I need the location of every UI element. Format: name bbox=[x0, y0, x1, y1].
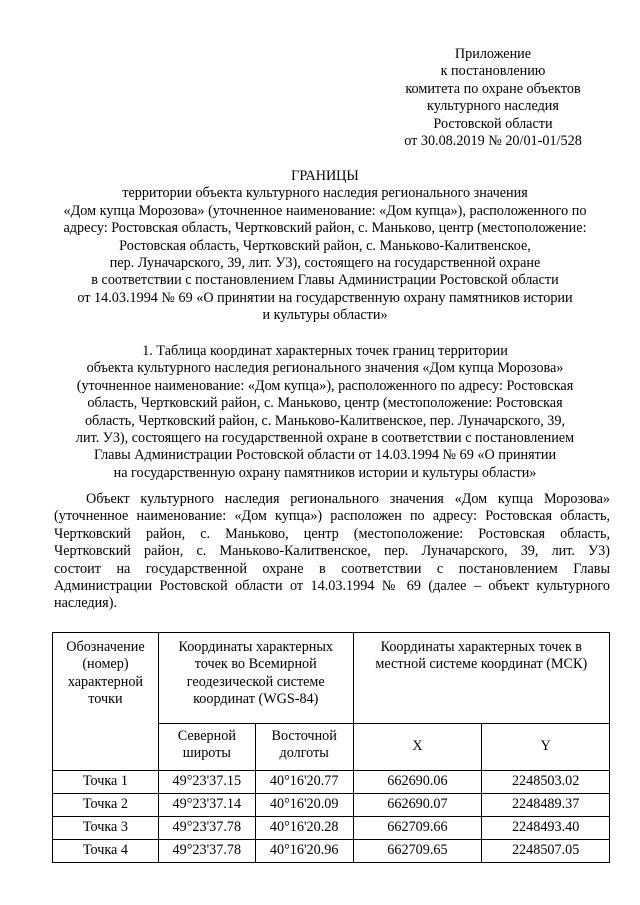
cell-y: 2248503.02 bbox=[482, 771, 610, 794]
title-line: ГРАНИЦЫ bbox=[291, 168, 359, 184]
paragraph-line: Объект культурного наследия регионального значения «Дом купца Морозова» bbox=[86, 491, 610, 507]
appendix-line: комитета по охране объектов bbox=[405, 80, 581, 97]
title-line: и культуры области» bbox=[262, 307, 388, 324]
cell-north: 49°23'37.14 bbox=[158, 794, 255, 817]
title-line: в соответствии с постановлением Главы Администрации Ростовской области bbox=[91, 272, 559, 289]
cell-north: 49°23'37.15 bbox=[158, 771, 255, 794]
paragraph-line: Чертковский район, с. Маньково-Калитвенское, пер. Луначарского, 39, лит. У3) bbox=[54, 543, 610, 560]
appendix-line: к постановлению bbox=[440, 63, 546, 80]
section-line: Главы Администрации Ростовской области от 14.03.1994 № 69 «О принятии bbox=[93, 447, 557, 464]
cell-east: 40°16'20.96 bbox=[255, 840, 353, 863]
title-line: территории объекта культурного наследия регионального значения bbox=[122, 185, 528, 202]
cell-x: 662690.06 bbox=[353, 771, 482, 794]
section-line: на государственную охрану памятников истории и культуры области» bbox=[113, 464, 537, 481]
body-paragraph bbox=[54, 491, 610, 613]
cell-x: 662690.07 bbox=[353, 794, 482, 817]
table-row bbox=[53, 794, 610, 817]
header-y: Y bbox=[482, 724, 610, 771]
paragraph-line: Чертковский район, с. Маньково, центр (местоположение: Ростовская область, bbox=[54, 525, 610, 542]
section-line: (уточненное наименование: «Дом купца»), расположенного по адресу: Ростовская bbox=[76, 377, 574, 394]
document-title bbox=[40, 168, 610, 325]
table-row bbox=[53, 817, 610, 840]
section-line: объекта культурного наследия регионального значения «Дом купца Морозова» bbox=[86, 360, 564, 377]
header-north-latitude: Северной широты bbox=[158, 724, 255, 771]
table-row bbox=[53, 840, 610, 863]
cell-point: Точка 2 bbox=[53, 794, 159, 817]
header-wgs: Координаты характерных точек во Всемирной геодезической системе координат (WGS-84) bbox=[158, 633, 353, 724]
appendix-line: культурного наследия bbox=[427, 98, 559, 115]
section-line: 1. Таблица координат характерных точек границ территории bbox=[142, 343, 508, 359]
paragraph-line: (уточненное наименование: «Дом купца») расположен по адресу: Ростовская область, bbox=[54, 508, 610, 525]
appendix-header bbox=[390, 46, 596, 150]
header-point: Обозначение (номер) характерной точки bbox=[53, 633, 159, 771]
appendix-line: Ростовской области bbox=[433, 115, 553, 132]
cell-x: 662709.66 bbox=[353, 817, 482, 840]
cell-east: 40°16'20.28 bbox=[255, 817, 353, 840]
title-line: «Дом купца Морозова» (уточненное наименование: «Дом купца»), расположенного по bbox=[63, 202, 587, 219]
section-line: лит. У3), состоящего на государственной охране в соответствии с постановлением bbox=[75, 430, 575, 447]
header-x: X bbox=[353, 724, 482, 771]
cell-point: Точка 4 bbox=[53, 840, 159, 863]
title-line: Ростовская область, Чертковский район, с. Маньково-Калитвенское, bbox=[119, 237, 531, 254]
cell-y: 2248489.37 bbox=[482, 794, 610, 817]
cell-point: Точка 1 bbox=[53, 771, 159, 794]
cell-y: 2248507.05 bbox=[482, 840, 610, 863]
paragraph-line: наследия). bbox=[54, 595, 117, 612]
table-row bbox=[53, 771, 610, 794]
cell-y: 2248493.40 bbox=[482, 817, 610, 840]
cell-north: 49°23'37.78 bbox=[158, 840, 255, 863]
cell-point: Точка 3 bbox=[53, 817, 159, 840]
coordinates-table bbox=[52, 632, 610, 863]
section-heading bbox=[40, 343, 610, 482]
section-line: область, Чертковский район, с. Маньково, центр (местоположение: Ростовская bbox=[87, 395, 563, 412]
cell-x: 662709.65 bbox=[353, 840, 482, 863]
section-line: область, Чертковский район, с. Маньково-Калитвенское, пер. Луначарского, 39, bbox=[84, 412, 566, 429]
header-east-longitude: Восточной долготы bbox=[255, 724, 353, 771]
title-line: пер. Луначарского, 39, лит. У3), состоящего на государственной охране bbox=[109, 255, 541, 272]
header-msk: Координаты характерных точек в местной системе координат (МСК) bbox=[353, 633, 609, 724]
cell-north: 49°23'37.78 bbox=[158, 817, 255, 840]
cell-east: 40°16'20.77 bbox=[255, 771, 353, 794]
cell-east: 40°16'20.09 bbox=[255, 794, 353, 817]
title-line: от 14.03.1994 № 69 «О принятии на государственную охрану памятников истории bbox=[77, 289, 573, 306]
appendix-line: от 30.08.2019 № 20/01-01/528 bbox=[404, 133, 582, 150]
paragraph-line: Администрации Ростовской области от 14.03.1994 № 69 (далее – объект культурного bbox=[54, 578, 610, 595]
paragraph-line: состоит на государственной охране в соответствии с постановлением Главы bbox=[54, 560, 610, 577]
appendix-line: Приложение bbox=[454, 46, 532, 62]
title-line: адресу: Ростовская область, Чертковский район, с. Маньково, центр (местоположение: bbox=[63, 220, 587, 237]
